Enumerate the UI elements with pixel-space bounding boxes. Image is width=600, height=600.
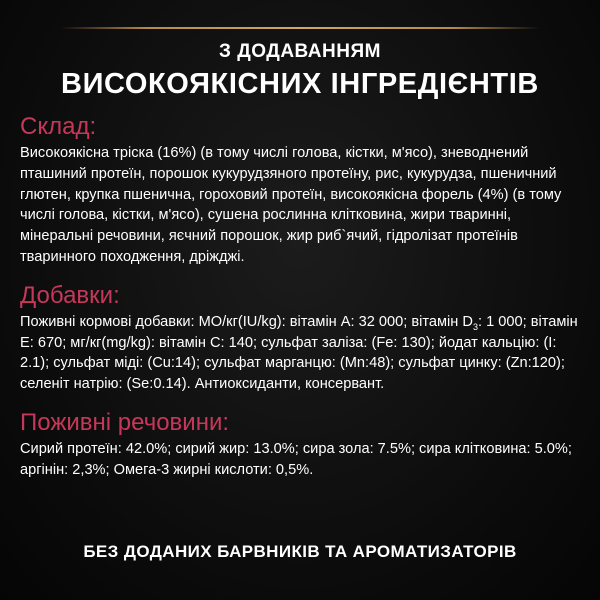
additives-text [20, 312, 588, 395]
composition-section [20, 113, 588, 268]
composition-text: Високоякісна тріска (16%) (в тому числі голова, кістки, м'ясо), зневоднений пташиний протеїн, порошок кукурудзяного протеїну, рис, кукурудза, пшеничний глютен, крупка пшенична, гороховий протеїн, високоякісна форель (4%) (в тому числі голова, кістки, м'ясо), сушена рослинна клітковина, жири тваринні, мінеральні речовини, яєчний порошок, жир риб`ячий, гідролізат протеїнів тваринного походження, дріжджі. [20, 145, 562, 265]
footer-note: БЕЗ ДОДАНИХ БАРВНИКІВ ТА АРОМАТИЗАТОРІВ [83, 542, 517, 561]
header [0, 40, 600, 102]
header-title: ВИСОКОЯКІСНИХ ІНГРЕДІЄНТІВ [61, 68, 539, 100]
additives-text-part-2: : 1 000; вітамін Е: 670; мг/кг(mg/kg): вітамін С: 140; сульфат заліза: (Fe: 130); йодат кальцію: (I: 2.1); сульфат міді: (Cu:14); сульфат марганцю: (Mn:48); сульфат цинку: (Zn:120); селеніт натрію: (Se:0.14). Антиоксиданти, консервант. [20, 313, 578, 393]
composition-title: Склад: [20, 113, 97, 140]
nutrients-section [20, 409, 588, 481]
vitamin-d-subscript: 3 [472, 321, 478, 332]
additives-title: Добавки: [20, 281, 120, 309]
gold-divider-line [60, 27, 540, 29]
nutrients-text: Сирий протеїн: 42.0%; сирий жир: 13.0%; сира зола: 7.5%; сира клітковина: 5.0%; аргінін: 2,3%; Омега-3 жирні кислоти: 0,5%. [20, 440, 572, 478]
additives-section [20, 282, 588, 395]
nutrients-title: Поживні речовини: [20, 408, 230, 436]
additives-text-part-1: Поживні кормові добавки: МО/кг(IU/kg): вітамін А: 32 000; вітамін D [20, 313, 473, 330]
header-subtitle: З ДОДАВАННЯМ [219, 41, 381, 62]
content [20, 113, 588, 495]
